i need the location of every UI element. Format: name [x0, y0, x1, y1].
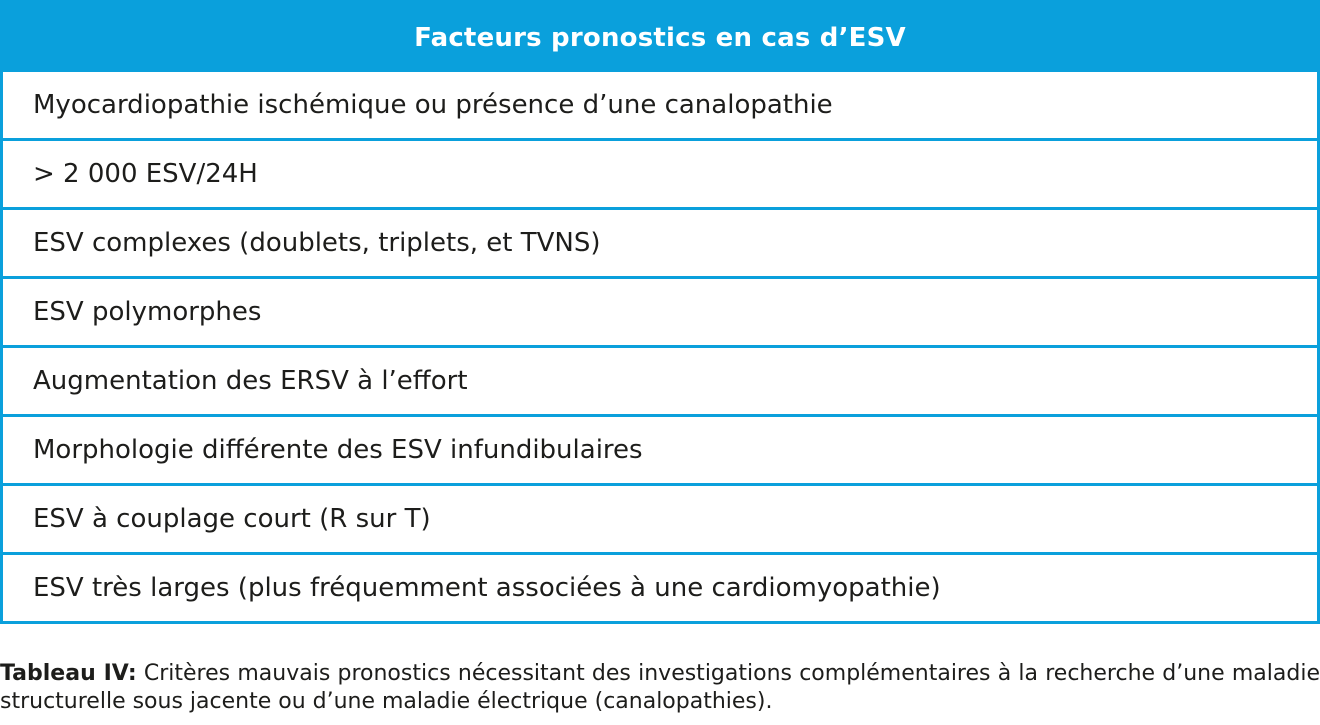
table-row: Morphologie différente des ESV infundibulaires [3, 414, 1317, 483]
caption-text: Critères mauvais pronostics nécessitant des investigations complémentaires à la recherche d’une maladie structurelle sous jacente ou d’une maladie électrique (canalopathies). [0, 661, 1320, 714]
table-row: > 2 000 ESV/24H [3, 138, 1317, 207]
table-row: ESV polymorphes [3, 276, 1317, 345]
table-row: ESV très larges (plus fréquemment associées à une cardiomyopathie) [3, 552, 1317, 621]
table-caption [0, 660, 1320, 716]
table-row: ESV à couplage court (R sur T) [3, 483, 1317, 552]
table-row: ESV complexes (doublets, triplets, et TVNS) [3, 207, 1317, 276]
table-row: Myocardiopathie ischémique ou présence d’une canalopathie [33, 90, 833, 120]
table-row: Augmentation des ERSV à l’effort [3, 345, 1317, 414]
table-header: Facteurs pronostics en cas d’ESV [3, 3, 1317, 72]
caption-label: Tableau IV: [0, 661, 137, 686]
table-body [3, 72, 1317, 621]
